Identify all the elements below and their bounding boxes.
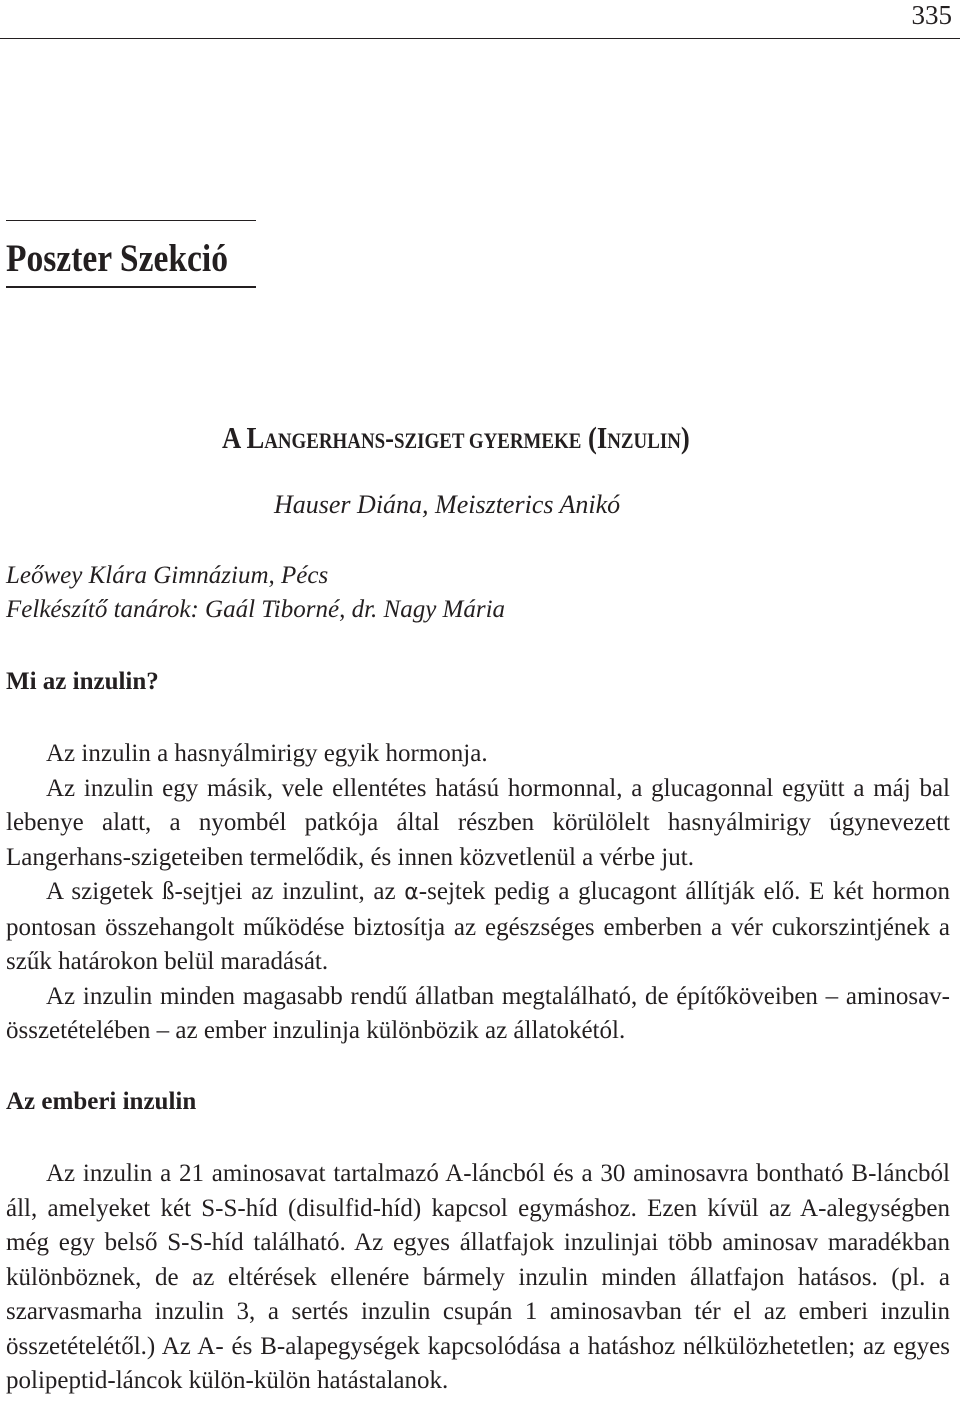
alpha-symbol: α: [404, 880, 419, 905]
article-title-part: ): [680, 420, 690, 455]
heading-az-emberi-inzulin: Az emberi inzulin: [6, 1088, 197, 1115]
paragraph: Az inzulin a 21 aminosavat tartalmazó A-láncból és a 30 aminosavra bontható B-láncból áll, amelyeket két S-S-híd (disulfid-híd) kapcsol egymáshoz. Ezen kívül az A-alegységben még egy belső S-S-híd található. Az egyes állatfajok inzulinjai több aminosav maradékban különböznek, de az eltérések ellenére bármely inzulin minden állatfajon hatásos. (pl. a szarvasmarha inzulin 3, a sertés inzulin csupán 1 aminosavban tér el az emberi inzulin összetételétől.) Az A- és B-alapegységek kapcsolódása a hatáshoz nélkülözhetetlen; az egyes polipeptid-láncok külön-külön hatástalanok.: [6, 1160, 950, 1394]
paragraph: A szigetek ß-sejtjei az inzulint, az α-sejtek pedig a glucagont állítják elő. E két hormon pontosan összehangolt működése biztosítja az egészséges emberben a vér cukorszintjének a szűk határokon belül maradását.: [6, 878, 950, 975]
article-title-part: SZIGET GYERMEKE: [394, 428, 582, 453]
article-title-part: A L: [222, 420, 265, 455]
article-title-part: -: [385, 420, 395, 455]
school-affiliation: Leőwey Klára Gimnázium, Pécs: [6, 562, 329, 589]
section-top-rule: [6, 220, 256, 221]
article-title-part: NZULIN: [607, 428, 681, 453]
section-title: Poszter Szekció: [6, 237, 228, 280]
paragraph: Az inzulin a hasnyálmirigy egyik hormonja.: [46, 740, 488, 767]
section-bottom-rule: [6, 286, 256, 288]
heading-mi-az-inzulin: Mi az inzulin?: [6, 668, 159, 695]
article-title-part: ANGERHANS: [264, 428, 386, 453]
paragraph: Az inzulin minden magasabb rendű állatban megtalálható, de építőköveiben – aminosav-összetételében – az ember inzulinja különbözik az állatokétól.: [6, 982, 950, 1044]
article-title: [222, 420, 690, 456]
article-title-part: (I: [581, 420, 608, 455]
header-rule: [0, 38, 960, 39]
page-number: 335: [911, 0, 952, 30]
article-authors: Hauser Diána, Meiszterics Anikó: [274, 490, 621, 519]
paragraph: Az inzulin egy másik, vele ellentétes hatású hormonnal, a glucagonnal együtt a máj bal lebenye alatt, a nyombél patkója által részben körülölelt hasnyálmirigy úgynevezett Langerhans-szigeteiben termelődik, és innen közvetlenül a vérbe jut.: [6, 774, 950, 871]
section-body-mi-az-inzulin: [6, 737, 950, 1049]
section-body-az-emberi-inzulin: [6, 1157, 950, 1399]
teachers-line: Felkészítő tanárok: Gaál Tiborné, dr. Nagy Mária: [6, 596, 506, 623]
